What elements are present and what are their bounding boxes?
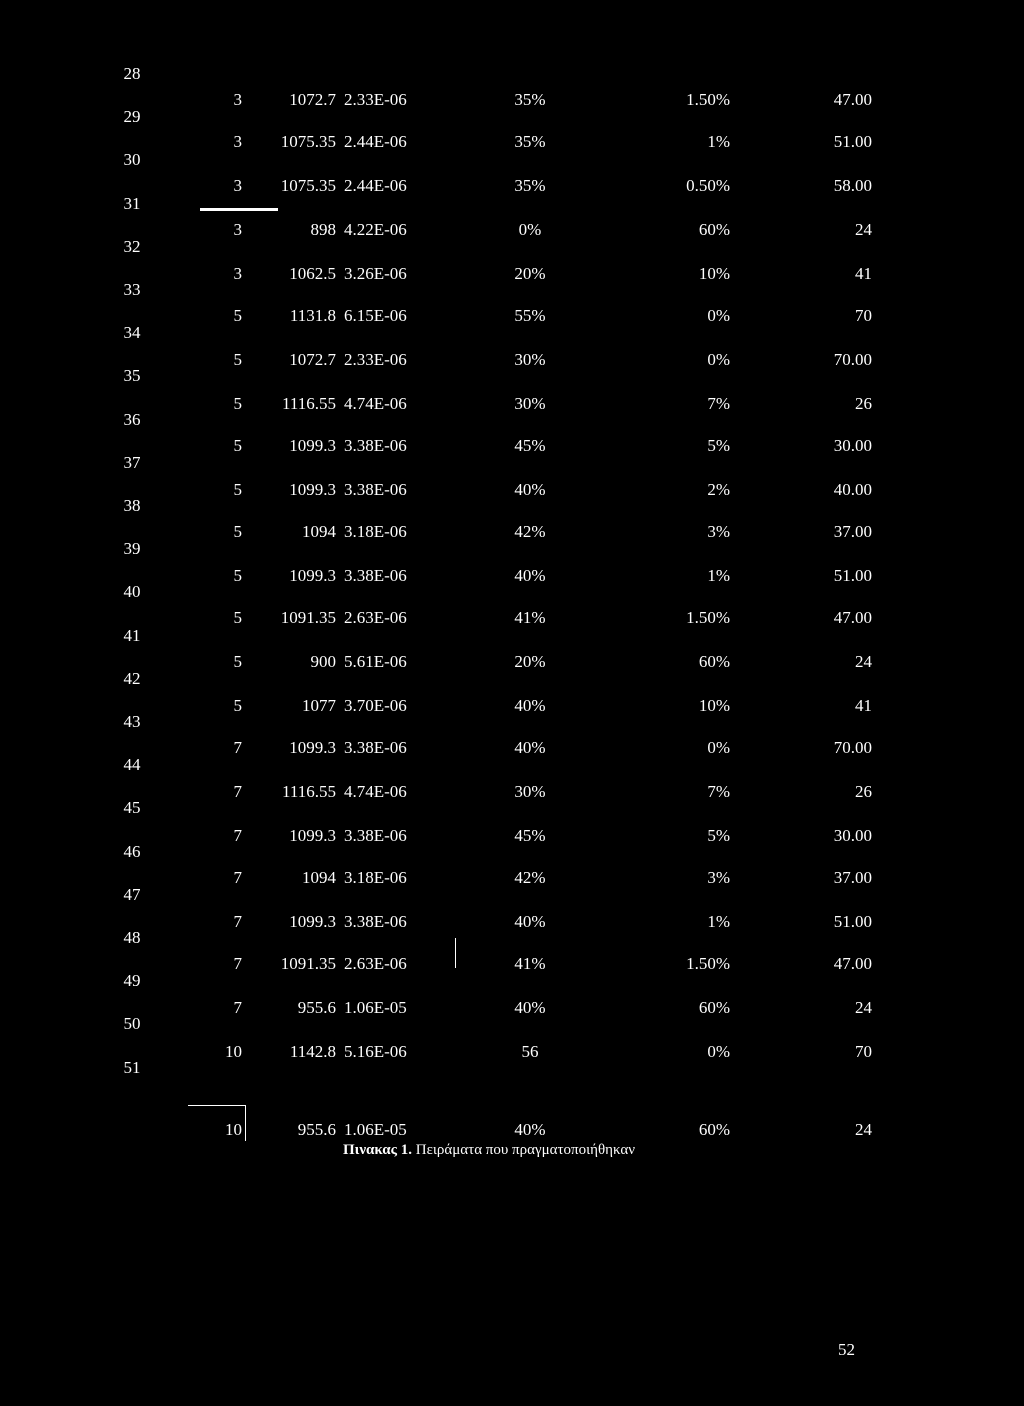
table-row xyxy=(0,262,1024,286)
table-cell: 0% xyxy=(707,306,730,325)
table-cell: 5 xyxy=(233,306,242,325)
table-cell: 0% xyxy=(707,738,730,757)
table-cell: 70.00 xyxy=(833,350,872,369)
line-number: 50 xyxy=(123,1014,141,1034)
table-cell: 55% xyxy=(514,306,546,325)
line-number: 43 xyxy=(123,712,141,731)
table-row xyxy=(0,434,1024,458)
table-row xyxy=(0,1040,1024,1064)
line-number: 48 xyxy=(123,928,141,947)
table-cell: 51.00 xyxy=(833,566,872,585)
table-cell: 3 xyxy=(233,132,242,151)
table-cell: 1099.3 xyxy=(289,826,336,845)
table-cell: 1099.3 xyxy=(289,912,336,931)
table-cell: 24 xyxy=(855,220,872,239)
table-cell: 0% xyxy=(518,220,542,239)
table-cell: 2% xyxy=(707,480,730,499)
table-cell: 10% xyxy=(698,264,730,283)
table-row xyxy=(0,824,1024,848)
table-cell: 5 xyxy=(233,522,242,541)
table-cell: 10 xyxy=(225,1042,242,1061)
line-number: 34 xyxy=(123,323,141,343)
table-cell: 1094 xyxy=(302,868,336,887)
table-cell: 2.63E-06 xyxy=(344,608,407,627)
table-cell: 1094 xyxy=(302,522,336,541)
table-cell: 10% xyxy=(698,696,730,715)
table-cell: 2.63E-06 xyxy=(344,954,407,973)
table-cell: 58.00 xyxy=(833,176,872,195)
table-cell: 5 xyxy=(233,696,242,715)
line-number: 33 xyxy=(123,280,141,299)
table-cell: 30.00 xyxy=(833,436,872,455)
table-cell: 3.38E-06 xyxy=(344,826,407,845)
line-number: 29 xyxy=(123,107,141,127)
table-cell: 7 xyxy=(233,912,242,931)
table-cell: 24 xyxy=(855,998,872,1017)
table-cell: 7 xyxy=(233,782,242,801)
table-cell: 3% xyxy=(707,868,730,887)
underline-mark xyxy=(200,208,278,211)
table-cell: 70 xyxy=(855,306,872,325)
table-row xyxy=(0,780,1024,804)
table-cell: 30.00 xyxy=(833,826,872,845)
table-cell: 3% xyxy=(707,522,730,541)
line-number: 42 xyxy=(123,668,141,688)
table-cell: 6.15E-06 xyxy=(344,306,407,325)
table-cell: 60% xyxy=(698,998,730,1017)
table-cell: 1062.5 xyxy=(289,264,336,283)
table-cell: 0.50% xyxy=(686,176,730,195)
table-cell: 1091.35 xyxy=(280,608,336,627)
table-cell: 35% xyxy=(514,90,546,109)
table-cell: 1099.3 xyxy=(289,480,336,499)
table-cell: 1116.55 xyxy=(282,394,336,413)
table-cell: 1.50% xyxy=(686,954,730,973)
table-cell: 1099.3 xyxy=(289,738,336,757)
table-cell: 30% xyxy=(514,394,546,413)
table-cell: 24 xyxy=(855,1120,872,1139)
table-cell: 3.38E-06 xyxy=(344,480,407,499)
table-cell: 40% xyxy=(514,738,546,757)
line-number: 36 xyxy=(123,409,141,429)
table-cell: 4.22E-06 xyxy=(344,220,407,239)
table-cell: 10 xyxy=(225,1120,242,1139)
table-cell: 40% xyxy=(514,696,546,715)
table-cell: 41 xyxy=(855,696,872,715)
table-cell: 1.06E-05 xyxy=(344,998,407,1017)
table-cell: 1131.8 xyxy=(289,306,336,325)
table-cell: 45% xyxy=(514,436,546,455)
table-cell: 5.16E-06 xyxy=(344,1042,407,1061)
table-cell: 2.44E-06 xyxy=(344,132,407,151)
table-cell: 4.74E-06 xyxy=(344,782,407,801)
table-cell: 1072.7 xyxy=(289,350,336,369)
table-cell: 24 xyxy=(855,652,872,671)
divider-line xyxy=(455,938,456,968)
table-cell: 1% xyxy=(707,566,730,585)
table-cell: 5 xyxy=(233,652,242,671)
table-cell: 1.50% xyxy=(686,608,730,627)
table-cell: 898 xyxy=(310,220,336,239)
table-row xyxy=(0,392,1024,416)
table-cell: 7 xyxy=(233,954,242,973)
table-cell: 1.50% xyxy=(686,90,730,109)
table-cell: 3 xyxy=(233,90,242,109)
table-cell: 41% xyxy=(514,608,546,627)
table-row xyxy=(0,478,1024,502)
table-cell: 35% xyxy=(514,132,546,151)
line-number: 44 xyxy=(123,755,141,775)
table-cell: 955.6 xyxy=(297,1120,336,1139)
line-number: 35 xyxy=(123,366,141,386)
table-cell: 42% xyxy=(514,868,546,887)
table-cell: 26 xyxy=(855,394,872,413)
table-cell: 4.74E-06 xyxy=(344,394,407,413)
line-number: 32 xyxy=(123,236,141,256)
table-cell: 1077 xyxy=(302,696,336,715)
line-number: 45 xyxy=(123,798,141,818)
line-number: 38 xyxy=(123,496,141,515)
table-cell: 7 xyxy=(233,738,242,757)
table-cell: 5 xyxy=(233,608,242,627)
line-number: 39 xyxy=(123,539,141,559)
table-cell: 60% xyxy=(698,220,730,239)
table-cell: 1075.35 xyxy=(280,176,336,195)
line-number: 51 xyxy=(123,1057,141,1077)
table-row xyxy=(0,130,1024,154)
table-cell: 45% xyxy=(514,826,546,845)
table-cell: 5 xyxy=(233,480,242,499)
table-cell: 51.00 xyxy=(833,132,872,151)
table-cell: 70 xyxy=(855,1042,872,1061)
table-cell: 1075.35 xyxy=(280,132,336,151)
table-cell: 3.38E-06 xyxy=(344,738,407,757)
table-cell: 3.70E-06 xyxy=(344,696,407,715)
table-cell: 60% xyxy=(698,652,730,671)
line-number: 30 xyxy=(123,150,141,170)
table-row xyxy=(0,348,1024,372)
table-cell: 41% xyxy=(514,954,546,973)
table-row xyxy=(0,996,1024,1020)
table-cell: 47.00 xyxy=(833,90,872,109)
table-cell: 70.00 xyxy=(833,738,872,757)
table-cell: 40% xyxy=(514,480,546,499)
table-cell: 1% xyxy=(707,132,730,151)
table-cell: 5% xyxy=(707,436,730,455)
table-cell: 1099.3 xyxy=(289,436,336,455)
table-cell: 42% xyxy=(514,522,546,541)
table-cell: 37.00 xyxy=(833,868,872,887)
line-number: 37 xyxy=(123,452,141,472)
table-cell: 30% xyxy=(514,350,546,369)
table-row xyxy=(0,952,1024,976)
table-row xyxy=(0,564,1024,588)
table-cell: 40% xyxy=(514,566,546,585)
caption-label: Πινακας 1. xyxy=(343,1142,412,1158)
table-row xyxy=(0,520,1024,544)
line-number: 46 xyxy=(123,841,141,861)
table-cell: 3 xyxy=(233,176,242,195)
table-cell: 51.00 xyxy=(833,912,872,931)
table-cell: 3.38E-06 xyxy=(344,436,407,455)
table-cell: 2.33E-06 xyxy=(344,350,407,369)
table-cell: 7 xyxy=(233,826,242,845)
table-cell: 56 xyxy=(521,1042,539,1061)
table-cell: 35% xyxy=(514,176,546,195)
table-row xyxy=(0,218,1024,242)
table-cell: 20% xyxy=(514,264,546,283)
table-cell: 7% xyxy=(707,394,730,413)
table-cell: 7 xyxy=(233,998,242,1017)
line-number: 49 xyxy=(123,971,141,991)
table-cell: 1.06E-05 xyxy=(344,1120,407,1139)
table-cell: 60% xyxy=(698,1120,730,1139)
table-cell: 5% xyxy=(707,826,730,845)
table-cell: 3 xyxy=(233,220,242,239)
table-row xyxy=(0,910,1024,934)
table-row xyxy=(0,88,1024,112)
table-cell: 3.38E-06 xyxy=(344,566,407,585)
table-cell: 2.33E-06 xyxy=(344,90,407,109)
table-cell: 26 xyxy=(855,782,872,801)
table-cell: 5 xyxy=(233,436,242,455)
table-row xyxy=(0,606,1024,630)
line-number: 31 xyxy=(123,193,141,213)
table-row xyxy=(0,304,1024,328)
table-cell: 40% xyxy=(514,1120,546,1139)
table-row xyxy=(0,174,1024,198)
table-cell: 47.00 xyxy=(833,608,872,627)
table-cell: 3 xyxy=(233,264,242,283)
table-cell: 1% xyxy=(707,912,730,931)
table-cell: 1091.35 xyxy=(280,954,336,973)
table-cell: 5 xyxy=(233,350,242,369)
table-cell: 7 xyxy=(233,868,242,887)
table-row xyxy=(0,736,1024,760)
table-cell: 40.00 xyxy=(833,480,872,499)
table-cell: 955.6 xyxy=(297,998,336,1017)
table-cell: 2.44E-06 xyxy=(344,176,407,195)
table-caption xyxy=(343,1141,635,1159)
table-cell: 5 xyxy=(233,394,242,413)
divider-line xyxy=(245,1105,246,1141)
table-row xyxy=(0,866,1024,890)
table-row xyxy=(0,650,1024,674)
table-cell: 3.18E-06 xyxy=(344,522,407,541)
table-cell: 37.00 xyxy=(833,522,872,541)
divider-line xyxy=(188,1105,246,1106)
table-cell: 3.38E-06 xyxy=(344,912,407,931)
table-cell: 7% xyxy=(707,782,730,801)
table-row xyxy=(0,694,1024,718)
table-cell: 40% xyxy=(514,998,546,1017)
table-cell: 20% xyxy=(514,652,546,671)
line-number: 28 xyxy=(123,64,141,83)
table-cell: 40% xyxy=(514,912,546,931)
table-cell: 900 xyxy=(310,652,336,671)
line-number: 47 xyxy=(123,884,141,904)
table-cell: 1072.7 xyxy=(289,90,336,109)
line-number: 40 xyxy=(123,582,141,602)
table-cell: 0% xyxy=(707,350,730,369)
table-cell: 5 xyxy=(233,566,242,585)
page-number: 52 xyxy=(838,1340,855,1359)
table-cell: 5.61E-06 xyxy=(344,652,407,671)
table-cell: 1142.8 xyxy=(289,1042,336,1061)
table-cell: 1116.55 xyxy=(282,782,336,801)
table-cell: 3.26E-06 xyxy=(344,264,407,283)
table-cell: 0% xyxy=(707,1042,730,1061)
table-cell: 41 xyxy=(855,264,872,283)
caption-text: Πειράματα που πραγματοποιήθηκαν xyxy=(415,1142,636,1158)
table-cell: 1099.3 xyxy=(289,566,336,585)
table-cell: 47.00 xyxy=(833,954,872,973)
table-cell: 3.18E-06 xyxy=(344,868,407,887)
table-cell: 30% xyxy=(514,782,546,801)
table-row xyxy=(0,1118,1024,1142)
line-number: 41 xyxy=(123,625,141,645)
